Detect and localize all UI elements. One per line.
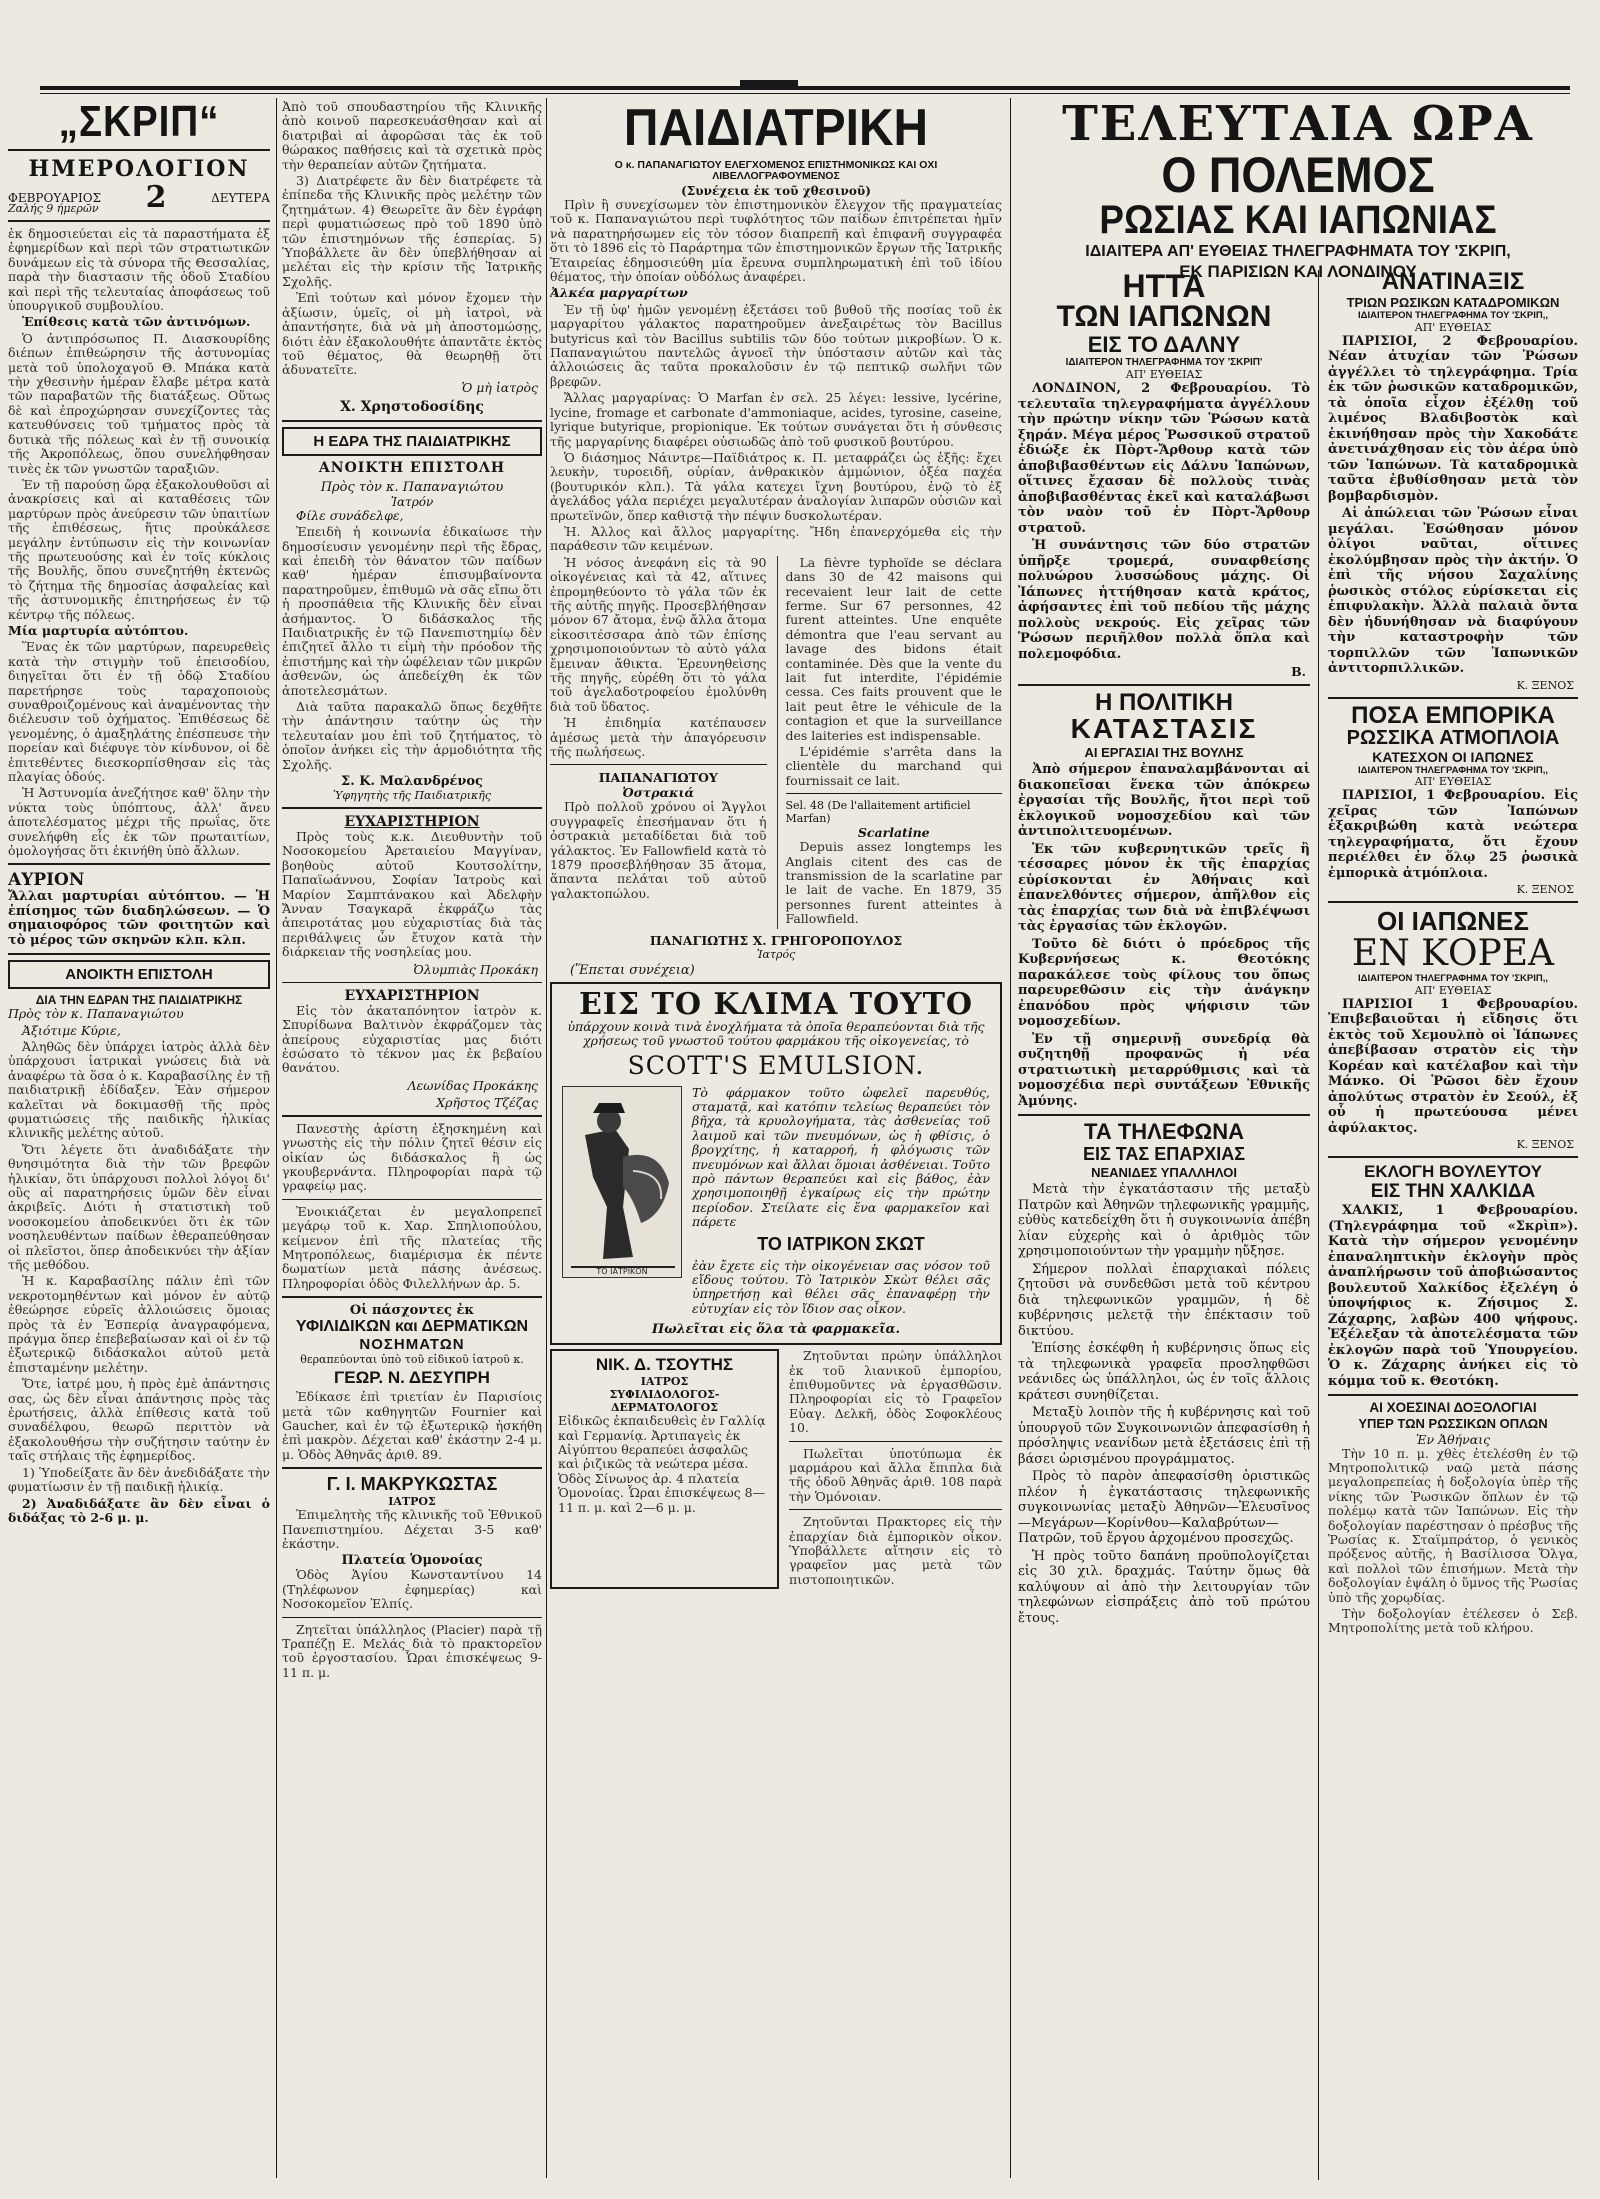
column-divider: [546, 98, 547, 2178]
war-dispatch-line-2: ΕΚ ΠΑΡΙΣΙΩΝ ΚΑΙ ΛΟΝΔΙΝΟΥ: [1179, 262, 1417, 281]
article-title: ΥΠΕΡ ΤΩΝ ΡΩΣΣΙΚΩΝ ΟΠΛΩΝ: [1358, 1415, 1548, 1431]
article-subtitle: Ἐν Ἀθήναις: [1415, 1431, 1491, 1447]
dispatch-label: ΙΔΙΑΙΤΕΡΟΝ ΤΗΛΕΓΡΑΦΗΜΑ ΤΟΥ 'ΣΚΡΙΠ,,: [1358, 764, 1548, 776]
masthead: [8, 100, 270, 222]
text-paragraph: Τὴν 10 π. μ. χθὲς ἐτελέσθη ἐν τῷ Μητροπολιτικῷ ναῷ μετὰ πάσης μεγαλοπρεπείας ἡ δοξολογία ὑπὲρ τῆς νίκης τῶν Ῥωσικῶν ὅπλων ἐν τῷ πολέμῳ κατὰ τῶν Ἰαπώνων. Εἰς τὴν δοξολογίαν παρέστησαν ὁ πρέσβυς τῆς Ῥωσίας κ. Σταϊμπράτορ, ὁ γενικὸς πρόξενος αὐτῆς, ἡ Βασίλισσα Ὄλγα, καὶ πολλοὶ τῶν ἐπισήμων. Μετὰ τὴν δοξολογίαν ἐψάλη ὁ ὕμνος τῆς Ῥωσίας ὑπὸ τῆς χορῳδίας.: [1328, 1445, 1578, 1605]
ad-doctor-name: ΝΙΚ. Δ. ΤΣΟΥΤΗΣ: [595, 1355, 734, 1375]
ad-by: θεραπεύονται ὑπὸ τοῦ εἰδικοῦ ἰατροῦ κ.: [300, 1353, 524, 1367]
text-paragraph: 2) Ἀναδιδάξατε ἂν δὲν εἶναι ὁ διδάξας τὸ 2-6 μ. μ.: [8, 1495, 270, 1525]
article-title: ΕΙΣ ΤΑΣ ΕΠΑΡΧΙΑΣ: [1082, 1144, 1246, 1164]
article-title: ΡΩΣΣΙΚΑ ΑΤΜΟΠΛΟΙΑ: [1346, 726, 1560, 749]
divider: [1328, 697, 1578, 699]
aurion-text: Ἄλλαι μαρτυρίαι αὐτόπτου. — Ἡ ἐπίσημος τῶν διαδηλώσεων. — Ὁ σημαιοφόρος τῶν φοιτητῶν καὶ τὸ μέρος τῶν σκηνῶν κλπ. κλπ.: [8, 889, 270, 948]
text-paragraph: Ἐδίκασε ἐπὶ τριετίαν ἐν Παρισίοις μετὰ τῶν καθηγητῶν Fournier καὶ Gaucher, καὶ ἐν τῷ ἐξωτερικῷ ἠσκήθη ἐπὶ μακρὸν. Δέχεται καθ' ἑκάστην 2-4 μ. μ. Ὁδὸς Ἀθηνᾶς ἀριθ. 89.: [282, 1389, 542, 1462]
masthead-weekday: ΔΕΥΤΕΡΑ: [211, 191, 270, 205]
ad-doctor-name: ΓΕΩΡ. Ν. ΔΕΣΥΠΡΗ: [334, 1368, 490, 1388]
divider: [1328, 1394, 1578, 1396]
text-paragraph: ΠΑΡΙΣΙΟΙ, 1 Φεβρουαρίου. Εἰς χεῖρας τῶν Ἰαπώνων ἐξακριβώθη κατὰ νεώτερα τηλεγραφήματα, ὅτι ἔχουν περιέλθει ἐν ὅλῳ 25 ῥωσικὰ ἐμπορικὰ ἀτμόπλοια.: [1328, 788, 1578, 881]
ad-doctor-spec: ΣΥΦΙΛΙΔΟΛΟΓΟΣ-ΔΕΡΜΑΤΟΛΟΓΟΣ: [609, 1388, 720, 1415]
classified-ad: Πανεστὴς ἀρίστη ἐξησκημένη καὶ γνωστὴς εἰς τὴν πόλιν ζητεῖ θέσιν εἰς οἰκίαν ὡς διδάσκαλος ἢ ὡς γκουβερνάντα. Πληροφορίαι παρὰ τῷ γραφείῳ μας.: [282, 1120, 542, 1194]
classified-ads: [789, 1349, 1002, 1589]
text-paragraph: ΧΑΛΚΙΣ, 1 Φεβρουαρίου. (Τηλεγράφημα τοῦ «Σκρὶπ»). Κατὰ τὴν σήμερον γενομένην ἐπαναληπτικὴν ἐκλογὴν πρὸς ἀναπλήρωσιν τοῦ ἀποβιώσαντος βουλευτοῦ Χαλκίδος ἐξελέγη ὁ ὑποψήφιος κ. Ζήσιμος Σ. Ζάχαρης, λαβὼν 400 ψήφους. Ἐξέλεξαν τὰ ἀποτελέσματα τῶν ἐκλογῶν παρὰ τοῦ Ὑπουργείου. Ὁ κ. Ζάχαρης ἀνήκει εἰς τὸ κόμμα τοῦ κ. Θεοτόκη.: [1328, 1203, 1578, 1389]
classified-ad: Ἐνοικιάζεται ἐν μεγαλοπρεπεῖ μεγάρῳ τοῦ κ. Χαρ. Σπηλιοπούλου, κείμενον ἐπὶ τῆς πλατείας τῆς Μητροπόλεως, διαμέρισμα ἐκ πέντε δωματίων μετὰ πάσης ἀνέσεως. Πληροφορίαι ὁδὸς Φιλελλήνων ἀρ. 5.: [282, 1203, 542, 1291]
column-4a: [1018, 270, 1310, 2169]
classified-ad: Πωλεῖται ὑποτύπωμα ἐκ μαρμάρου καὶ ἄλλα ἔπιπλα διὰ τῆς ὁδοῦ Ἀθηνᾶς ἀριθ. 108 παρὰ τὴν Ὁμόνοιαν.: [789, 1445, 1002, 1504]
text-paragraph: Ἀπὸ τοῦ σπουδαστηρίου τῆς Κλινικῆς ἀπὸ κοινοῦ παρεσκευάσθησαν καὶ αἱ διατριβαὶ αἱ ἀφορῶσαι τὰς ἐκ τοῦ θώρακος παθήσεις καὶ τὰ σχετικὰ πρὸς τὴν θεραπείαν αὐτῶν ζητήματα.: [282, 100, 542, 172]
dispatch-signature: Β.: [1291, 664, 1306, 679]
article-title: ΤΡΙΩΝ ΡΩΣΙΚΩΝ ΚΑΤΑΔΡΟΜΙΚΩΝ: [1346, 295, 1560, 310]
article-subtitle: ΚΑΤΕΣΧΟΝ ΟΙ ΙΑΠΩΝΕΣ: [1372, 748, 1534, 765]
letter-heading-box: [8, 960, 270, 989]
text-paragraph: ἐκ δημοσιεύεται εἰς τὰ παραστήματα ἐξ ἐφημερίδων καὶ περὶ τῶν στρατιωτικῶν δυνάμεων εἰς τὰ σύνορα τῆς Θεσσαλίας, παρὰ τὴν διαστασιν τῆς ὁδοῦ Σταδίου καὶ περὶ τῆς τελευταίας ἀποφάσεως τοῦ ὑπουργικοῦ συμβουλίου.: [8, 226, 270, 314]
article-title: ΟΙ ΙΑΠΩΝΕΣ: [1376, 906, 1529, 936]
text-paragraph: Ἠ. Ἀλλος καὶ ἄλλος μαργαρίτης. Ἤδη ἐπανερχόμεθα εἰς τὴν παράθεσιν τῶν κειμένων.: [550, 523, 1002, 554]
ad-intro: Οἱ πάσχοντες ἐκ: [349, 1303, 475, 1319]
masthead-month: ΦΕΒΡΟΥΑΡΙΟΣ: [8, 191, 102, 205]
text-paragraph: Ἡ πρὸς τοῦτο δαπάνη προϋπολογίζεται εἰς 30 χιλ. δραχμάς. Ταύτην ὅμως θὰ καλύψουν αἱ ἀπὸ τὴν λειτουργίαν τῶν τηλεφώνων εἰσπράξεις ἀπὸ τοῦ πρώτου ἔτους.: [1018, 1548, 1310, 1626]
dispatch-label: ΙΔΙΑΙΤΕΡΟΝ ΤΗΛΕΓΡΑΦΗΜΑ ΤΟΥ 'ΣΚΡΙΠ,,: [1358, 973, 1548, 984]
letter-greeting: Ἀξιότιμε Κύριε,: [22, 1022, 121, 1038]
text-paragraph: Μεταξὺ λοιπὸν τῆς ἡ κυβέρνησις καὶ τοῦ ὑπουργοῦ τῶν Συγκοινωνιῶν ἀπεφασίσθη ἡ πρόσληψις νεανίδων μετὰ ἐξετάσεις ἐπὶ τῇ βάσει ὡρισμένου προγράμματος.: [1018, 1405, 1310, 1467]
column-3: [550, 100, 1002, 2169]
top-rule-mark: [740, 80, 798, 88]
illustration-caption: ΤΟ ΙΑΤΡΙΚΟΝ: [596, 1266, 648, 1276]
column-4b: [1328, 270, 1578, 2169]
section-subhead: ΠΑΠΑΝΑΓΙΩΤΟΥ: [598, 770, 718, 786]
article-title: ΑΙ ΧΟΕΣΙΝΑΙ ΔΟΞΟΛΟΓΙΑΙ: [1369, 1400, 1537, 1415]
letter-recipient: Πρὸς τὸν κ. Παπαναγιώτου: [8, 1006, 184, 1022]
text-paragraph: Ἐπίσης ἐσκέφθη ἡ κυβέρνησις ὅπως εἰς τὰ τηλεφωνικὰ γραφεῖα προσληφθῶσι νεάνιδες ὡς ὑπάλληλοι, ὡς ἐν τοῖς ἄλλοις κράτεσι συνηθίζεται.: [1018, 1341, 1310, 1403]
text-paragraph: Ἐν τῇ παρούσῃ ὥρᾳ ἐξακολουθοῦσι αἱ ἀνακρίσεις καὶ αἱ καταθέσεις τῶν μαρτύρων πρὸς ἀνεύρεσιν τῶν ὑπαιτίων τῆς ἐπιθέσεως, ἥτις προὐκάλεσε μεγάλην ἐντύπωσιν εἰς τὴν κοινωνίαν τῆς πρωτευούσης καὶ ἐν τοῖς κύκλοις τῆς Βουλῆς, ὅπου συνεζητήθη ἐκτενῶς τὸ ζήτημα τῆς δημοσίας ἀσφαλείας καὶ τῆς ἀστυνομικῆς ἐπιτηρήσεως ἐν τῷ κέντρῳ τῆς πόλεως.: [8, 476, 270, 622]
masthead-rule: [8, 220, 270, 222]
divider: [1018, 1114, 1310, 1116]
dispatch-label: ΑΠ' ΕΥΘΕΙΑΣ: [1125, 368, 1203, 381]
signature-name: Σ. Κ. Μαλανδρένος: [341, 774, 483, 790]
text-paragraph: Ἡ ἐπιδημία κατέπαυσεν ἀμέσως μετὰ τὴν ἀπαγόρευσιν τῆς πωλήσεως.: [550, 715, 767, 760]
dispatch-label: ΙΔΙΑΙΤΕΡΟΝ ΤΗΛΕΓΡΑΦΗΜΑ ΤΟΥ 'ΣΚΡΙΠ,,: [1358, 310, 1548, 321]
divider: [1018, 684, 1310, 686]
text-paragraph: Ἡ κ. Καραβασίλης πάλιν ἐπὶ τῶν νεκροτομηθέντων καὶ μόνον ἐν αὐτῷ ἐθεώρησε εὐρεῖς ἀλλοιώσεις ὅμοιας πρὸς τὰ ἐν Ἑσπερίᾳ ἀναγραφόμενα, πράγμα ὅπερ ἐπεβεβαίωσαν καὶ οἱ ἐν τῷ ἐξωτερικῷ διδάσκαλοι αὐτοῦ μετὰ ἐπισταμένην μελέτην.: [8, 1273, 270, 1375]
dispatch-label: ΙΔΙΑΙΤΕΡΟΝ ΤΗΛΕΓΡΑΦΗΜΑ ΤΟΥ 'ΣΚΡΙΠ': [1065, 357, 1263, 368]
masthead-title: „ΣΚΡΙΠ“: [58, 100, 220, 146]
divider: [282, 1296, 542, 1298]
article-title: ΕΚΛΟΓΗ ΒΟΥΛΕΥΤΟΥ: [1364, 1162, 1542, 1181]
dispatch-label: ΑΠ' ΕΥΘΕΙΑΣ: [1414, 775, 1492, 788]
text-paragraph: 3) Διατρέφετε ἂν δὲν διατρέφετε τὰ ἐπίπεδα τῆς Κλινικῆς πρὸς μελέτην τῶν ζητημάτων. 4) Θεωρεῖτε ἂν δὲν ἐγράφη περὶ φυματιώσεως πρὸ τοῦ 1890 ὑπὸ τῶν ἐπιστημόνων τῆς ἑσπερίας. 5) Ὑποβάλλετε ἂν δὲν ὑπεβλήθησαν αἱ μελέται εἰς τὴν κρίσιν τῆς Ἰατρικῆς Σχολῆς.: [282, 173, 542, 289]
section-subhead: Ἀλκέα μαργαρίτων: [550, 285, 688, 301]
ad-address: Πλατεία Ὁμονοίας: [341, 1553, 483, 1569]
ad-doctor-role: ΙΑΤΡΟΣ: [640, 1375, 689, 1389]
text-paragraph: Ἀπὸ σήμερον ἐπαναλαμβάνονται αἱ διακοπεῖσαι ἕνεκα τῶν ἀπόκρεω ἐργασίαι τῆς Βουλῆς, ἤτοι περὶ τοῦ ἐκλογικοῦ νομοσχεδίου καὶ τῶν ἀντιπολιτευομένων.: [1018, 762, 1310, 839]
dispatch-label: ΑΠ' ΕΥΘΕΙΑΣ: [1414, 320, 1492, 334]
war-subheading: ΡΩΣΙΑΣ ΚΑΙ ΙΑΠΩΝΙΑΣ: [1099, 198, 1497, 242]
ad-text: ἐὰν ἔχετε εἰς τὴν οἰκογένειαν σας νόσον τοῦ εἴδους τούτου. Τὸ Ἰατρικὸν Σκὼτ θέλει σᾶς ὑπηρετήσῃ καὶ θέλει σᾶς ἐπαναφέρῃ τὴν εὐτυχίαν εἰς τὸν ἴδιον σας οἶκον.: [692, 1257, 990, 1316]
thanks-heading: ΕΥΧΑΡΙΣΤΗΡΙΟΝ: [344, 987, 480, 1004]
tsoutis-ad: [550, 1349, 779, 1589]
text-paragraph: ΠΑΡΙΣΙΟΙ 1 Φεβρουαρίου. Ἐπιβεβαιοῦται ἡ εἴδησις ὅτι ἐκτὸς τοῦ Χεμουλπὸ οἱ Ἰάπωνες ἀπεβίβασαν στρατὸν εἰς τὴν Κορέαν καὶ κατέλαβον καὶ τὴν Μάνκο. Οἱ Ῥῶσοι δὲν ἔχουν ἀπολύτως στρατὸν ἐν Σεούλ, ἐξ οὗ ἡ πρωτεύουσα μένει ἀφύλακτος.: [1328, 996, 1578, 1136]
article-title: ΑΝΑΤΙΝΑΞΙΣ: [1381, 270, 1525, 295]
section-subhead: Μία μαρτυρία αὐτόπτου.: [8, 622, 189, 638]
divider: [786, 793, 1003, 794]
masthead-day: 2: [145, 180, 167, 215]
ad-text: ὑπάρχουν κοινὰ τινὰ ἐνοχλήματα τὰ ὁποῖα θεραπεύονται διὰ τῆς χρήσεως τοῦ γνωστοῦ τούτου φαρμάκου τῆς οἰκογενείας, τὸ: [567, 1018, 985, 1049]
signature-name: Χ. Χρηστοδοσίδης: [340, 398, 484, 415]
fisherman-icon: [562, 1086, 682, 1278]
text-paragraph: Ἐκ τῶν κυβερνητικῶν τρεῖς ἢ τέσσαρες μόνον ἐκ τῆς ἐπαρχίας εὑρίσκονται ἐν Ἀθήναις καὶ ἐπανελθόντες σήμερον, ἀπῆλθον εἰς τὰς ἐπαρχίας των διὰ νὰ ἐπιβλέψωσι τὰς ἐργασίας τῶν ἐκλογῶν.: [1018, 841, 1310, 934]
war-heading: Ο ΠΟΛΕΜΟΣ: [1161, 147, 1435, 203]
dispatch-signature: Κ. ΞΕΝΟΣ: [1516, 883, 1574, 896]
banner-heading: ΤΕΛΕΥΤΑΙΑ ΩΡΑ: [1062, 100, 1534, 152]
article-title: ΤΩΝ ΙΑΠΩΝΩΝ: [1056, 300, 1272, 333]
divider: [282, 1617, 542, 1618]
ad-footer: Πωλεῖται εἰς ὅλα τὰ φαρμακεῖα.: [651, 1322, 901, 1338]
fisherman-illustration: [562, 1086, 682, 1319]
article-subtitle: ΝΕΑΝΙΔΕΣ ΥΠΑΛΛΗΛΟΙ: [1091, 1165, 1237, 1180]
article-title: Η ΠΟΛΙΤΙΚΗ: [1094, 689, 1234, 716]
masthead-subtitle: ΗΜΕΡΟΛΟΓΙΟΝ: [28, 156, 250, 182]
top-rule: [40, 86, 1570, 90]
top-rule-thin: [40, 93, 1570, 94]
article-title: ΚΑΤΑΣΤΑΣΙΣ: [1070, 713, 1258, 744]
french-column: [777, 556, 1003, 929]
text-paragraph: Ἐπιμελητὴς τῆς κλινικῆς τοῦ Ἐθνικοῦ Πανεπιστημίου. Δέχεται 3-5 καθ' ἑκάστην.: [282, 1507, 542, 1552]
column-4: [1018, 100, 1578, 2169]
section-subhead: Ἐπίθεσις κατὰ τῶν ἀντινόμων.: [22, 314, 251, 330]
edra-heading-box: [282, 427, 542, 456]
edra-heading: Η ΕΔΡΑ ΤΗΣ ΠΑΙΔΙΑΤΡΙΚΗΣ: [313, 432, 511, 450]
divider: [282, 1467, 542, 1469]
masthead-rule: [8, 149, 270, 151]
reference-note: Sel. 48 (De l'allaitement artificiel Marfan): [785, 799, 971, 826]
column-divider: [1010, 98, 1011, 2178]
section-subhead: Ὀστρακιά: [622, 785, 695, 801]
divider: [282, 1115, 542, 1117]
continued-note: (Ἕπεται συνέχεια): [570, 962, 695, 978]
divider: [282, 1199, 542, 1200]
divider: [282, 982, 542, 983]
text-paragraph: Ἐπὶ τούτων καὶ μόνον ἔχομεν τὴν ἀξίωσιν, ὑμεῖς, οἱ μὴ ἰατροὶ, νὰ ἀπαντήσητε, διὰ νὰ μὴ ἀποστομώσῃς, διότι ἐὰν ἐξακολουθήτε ἀπαντᾶτε ἐκτὸς τοῦ θέματος, θὰ θεωρηθῇ ὅτι ἀδυνατεῖτε.: [282, 290, 542, 378]
divider: [282, 420, 542, 422]
divider: [282, 807, 542, 809]
column-divider: [276, 98, 277, 2178]
author-name: ΠΑΝΑΓΙΩΤΗΣ Χ. ΓΡΗΓΟΡΟΠΟΥΛΟΣ: [649, 932, 903, 948]
ad-subtitle: ΝΟΣΗΜΑΤΩΝ: [359, 1336, 465, 1354]
text-paragraph: Ἡ νόσος ἀνεφάνη εἰς τὰ 90 οἰκογένειας καὶ τὰ 42, αἵτινες ἐπρομηθεύοντο τὸ γάλα τῶν ἐκ τῆς αὐτῆς πηγῆς. Προσεβλήθησαν μόνον 67 ἄτομα, ἐνῷ ἄλλα ἄτομα εἰκοσιτέσσαρα ἀπὸ τῶν ἐπίσης χρησιμοποιούντων τὸ αὐτὸ γάλα ἔμειναν ἄθικτα. Ἐρευνηθεὶσης τῆς πηγῆς, εὑρέθη ὅτι τὸ γάλα τοῦ ἀγελαδοτροφείου ἐμολύνθη διὰ τοῦ ὕδατος.: [550, 554, 767, 714]
continuation-note: (Συνέχεια ἐκ τοῦ χθεσινοῦ): [681, 184, 871, 198]
divider: [789, 1509, 1002, 1510]
text-paragraph: Αἱ ἀπώλειαι τῶν Ῥώσων εἶναι μεγάλαι. Ἐσώθησαν μόνον ὀλίγοι ναῦται, οἵτινες ἐκολύμβησαν πρὸς τὴν ἀκτήν. Ὁ ἐπὶ τῆς νήσου Σαχαλίνης ῥωσικὸς στόλος εὑρίσκεται εἰς ἐπιφυλακὴν. Ἀλλὰ παλαιὰ ὄντα δὲν ἠδυνήθησαν νὰ διαφύγουν τὴν καταστροφὴν τῶν τορπιλλῶν τῶν Ἰαπωνικῶν ἀντιτορπιλλικῶν.: [1328, 506, 1578, 676]
scotts-emulsion-ad: [550, 982, 1002, 1346]
signature-name: Ὀλυμπιὰς Προκάκη: [413, 961, 538, 977]
text-paragraph: Εἰς τὸν ἀκαταπόνητον ἰατρὸν κ. Σπυρίδωνα Βαλτινὸν ἐκφράζομεν τὰς ἀπείρους εὐχαριστίας μας διότι ἐσώσατο τὸ τέκνον μας ἐκ βεβαίου θανάτου.: [282, 1002, 542, 1076]
article-subtitle: Ο κ. ΠΑΠΑΝΑΓΙΩΤΟΥ ΕΛΕΓΧΟΜΕΝΟΣ ΕΠΙΣΤΗΜΟΝΙΚΩΣ ΚΑΙ ΟΧΙ ΛΙΒΕΛΛΟΓΡΑΦΟΥΜΕΝΟΣ: [614, 159, 938, 182]
text-paragraph: ΛΟΝΔΙΝΟΝ, 2 Φεβρουαρίου. Τὸ τελευταῖα τηλεγραφήματα ἀγγέλλουν τὴν πρώτην νίκην τῶν Ῥώσων κατὰ ξηράν. Μέγα μέρος Ῥωσσικοῦ στρατοῦ ἐδιώξε ἐκ Πὸρτ-Ἄρθουρ κατὰ τῶν ἀποβιβασθέντων εἰς Δάλνυ Ἰαπώνων, οἵτινες ἔχασαν δὲ πολλοὺς τινὰς ἀποβιβασθέντας ἐκεῖ καὶ καταλάβωσι τὸν ναὸν τοῦ ἐν Πὸρτ-Ἄρθουρ στρατοῦ.: [1018, 381, 1310, 536]
text-paragraph: Ἐν τῇ σημερινῇ συνεδρίᾳ θὰ συζητηθῇ προφανῶς ἡ νέα στρατιωτικὴ μεταρρύθμισις καὶ τὰ νομοσχέδια περὶ συντάξεων Ἐθνικῆς Ἀμύνης.: [1018, 1031, 1310, 1109]
text-paragraph: Μετὰ τὴν ἐγκατάστασιν τῆς μεταξὺ Πατρῶν καὶ Ἀθηνῶν τηλεφωνικῆς γραμμῆς, εὐθὺς κατεδείχθη ὅτι ἡ συγκοινωνία ἀπέβη λίαν εὐχερὴς καὶ ὁ ἀριθμὸς τῶν χρησιμοποιούντων τὴν γραμμὴν ηὔξησε.: [1018, 1182, 1310, 1259]
column-1: [8, 100, 270, 2169]
text-paragraph: Ἐν τῇ ὑφ' ἡμῶν γενομένῃ ἐξετάσει τοῦ βυθοῦ τῆς ποσίας τοῦ ἐκ μαργαρίτου γάλακτος παρατηροῦμεν ἀνεξαιρέτως τὸν Bacillus butyricus καὶ τὸν Bacillus subtilis τῶν δύο τούτων μικροβίων. Ὁ κ. Παπαναγιώτου παντελῶς ἀγνοεῖ τὴν ὑπόστασιν αὐτῶν καὶ τὰς ἀλλοιώσεις ἃς ταῦτα προκαλοῦσιν ἐν τῷ πεπτικῷ σωλῆνι τῶν βρεφῶν.: [550, 301, 1002, 389]
edra-greeting: Φίλε συνάδελφε,: [296, 507, 404, 523]
column-2: [282, 100, 542, 2169]
signature-role: Ὑφηγητὴς τῆς Παιδιατρικῆς: [332, 789, 491, 803]
classified-ad: Ζητεῖται ὑπάλληλος (Placier) παρὰ τῇ Τραπέζῃ Ε. Μελάς διὰ τὸ πρακτορεῖον τοῦ ἐργοστασίου. Ὧραι ἐπισκέψεως 9-11 π. μ.: [282, 1621, 542, 1680]
text-paragraph: Ἡ Ἀστυνομία ἀνεζήτησε καθ' ὅλην τὴν νύκτα τοὺς ὑπόπτους, ἀλλ' ἄνευ ἀποτελέσματος μέχρι τῆς πρωΐας, ὅτε συνελήφθη εἷς ἐκ τῶν πρωταιτίων, ὁμολογήσας ὅτι ἐκινήθη ὑπὸ ἄλλων.: [8, 785, 270, 859]
divider: [550, 764, 767, 765]
ad-heading-2: ΤΟ ΙΑΤΡΙΚΟΝ ΣΚΩΤ: [757, 1233, 925, 1254]
war-dispatch-line: ΙΔΙΑΙΤΕΡΑ ΑΠ' ΕΥΘΕΙΑΣ ΤΗΛΕΓΡΑΦΗΜΑΤΑ ΤΟΥ 'ΣΚΡΙΠ,: [1085, 243, 1511, 260]
ad-title: ΥΦΙΛΙΔΙΚΩΝ και ΔΕΡΜΑΤΙΚΩΝ: [295, 1318, 529, 1336]
ad-text: Τὸ φάρμακον τοῦτο ὠφελεῖ παρευθύς, σταματᾷ, καὶ κατόπιν τελείως θεραπεύει τὸν βῆχα, τὰ κρυολογήματα, τὰς ἀσθενείας τοῦ λαιμοῦ καὶ τῶν πνευμόνων, ὡς ἡ φθίσις, ὁ βρογχίτης, ἡ καταρροή, ἡ φλόγωσις τῶν πνευμόνων καὶ ἄλλαι ὅμοιαι ἀσθένειαι. Τοῦτο πρὸ πάντων θεραπεύει καὶ εἰς βάθος, ἐὰν χρησιμοποιηθῇ ἐγκαίρως εἰς τὴν πρώτην περίοδον. Στείλατε εἰς ἕνα φαρμακεῖον καὶ πάρετε: [692, 1084, 990, 1230]
ad-doctor-name: Γ. Ι. ΜΑΚΡΥΚΩΣΤΑΣ: [326, 1474, 498, 1495]
text-paragraph: Depuis assez longtemps les Anglais citent des cas de transmission de la scarlatine par le lait de vache. En 1879, 35 personnes furent atteintes à Fallowfield.: [785, 839, 1002, 927]
thanks-heading: ΕΥΧΑΡΙΣΤΗΡΙΟΝ: [344, 814, 480, 831]
text-paragraph: Ὁδὸς Ἁγίου Κωνσταντίνου 14 (Τηλέφωνον ἐφημερίας) καὶ Νοσοκομεῖον Ἐλπίς.: [282, 1567, 542, 1612]
text-paragraph: Τὴν δοξολογίαν ἐτέλεσεν ὁ Σεβ. Μητροπολίτης μετὰ τοῦ κλήρου.: [1328, 1605, 1578, 1636]
text-paragraph: Ἀληθῶς δὲν ὑπάρχει ἰατρὸς ἀλλὰ δὲν ὑπάρχουσι ἰατρικαὶ γνώσεις διὰ νὰ ἀναφέρω τὰ ὅσα ὁ κ. Καραβασίλης ἐν τῇ παιδιατρικῇ ἐδίδαξεν. Ἐὰν σήμερον καλεῖται νὰ δοκιμασθῇ τῆς πρὸς φυματιώσεις τῆς παιδικῆς ἡλικίας κλινικῆς μελέτης αὐτοῦ.: [8, 1038, 270, 1141]
text-paragraph: Ὅτι λέγετε ὅτι ἀναδιδάξατε τὴν θνησιμότητα διὰ τὴν τῶν βρεφῶν ἡλικίαν, ὅτι ὑπάρχουσι πολλοὶ λόγοι δι' οὓς αἱ παρατηρήσεις ὑμῶν δὲν εἶναι ἀκριβεῖς. Διότι ἡ στατιστικὴ τοῦ νοσοκομείου ἀποδεικνύει ὅτι ἐκ τῶν νοσηλευθέντων παίδων ἐθεραπεύθησαν οἱ πλεῖστοι, ὅπερ ἀποδεικνύει τὴν ἀξίαν τῆς μεθόδου.: [8, 1141, 270, 1272]
text-paragraph: L'épidémie s'arrêta dans la clientèle du marchand qui fournissait ce lait.: [785, 744, 1002, 788]
ad-brand: SCOTT'S EMULSION.: [627, 1050, 925, 1080]
classified-ad: Ζητοῦνται πρώην ὑπάλληλοι ἐκ τοῦ λιανικοῦ ἐμπορίου, ἐπιθυμοῦντες νὰ ἐργασθῶσιν. Πληροφορίαι εἰς τὸ Γραφεῖον Εὐαγ. Δελκῆ, ὁδὸς Σοφοκλέους 10.: [789, 1348, 1002, 1436]
text-paragraph: Πρὸς τοὺς κ.κ. Διευθυντὴν τοῦ Νοσοκομείου Ἀρεταιείου Μαγγίναν, βοηθοὺς αὐτοῦ Κουτσολίτην, Παπαϊωάννου, Σοφίαν Ἰατροὺς καὶ Μαρίον Σαμπτάνακου καὶ Ἀδελφὴν Ἄνναν Τσαγκαρᾶ ἐκφράζω τὰς ἀπειροτάτας μου εὐχαριστίας διὰ τὰς περιθάλψεις ὧν ἔτυχον κατὰ τὴν διάρκειαν τῆς νοσηλείας μου.: [282, 829, 542, 960]
text-paragraph: Ἐπειδὴ ἡ κοινωνία ἐδικαίωσε τὴν δημοσίευσιν γενομένην περὶ τῆς ἔδρας, καὶ ἐπειδὴ τὸν θάνατον τῶν παίδων καθ' ἡμέραν ἐπισυμβαίνοντα παρατηροῦμεν, ἐπιθυμῶ νὰ σᾶς εἴπω ὅτι ἡ προσπάθεια τῆς Κλινικῆς δὲν εἶναι ἀσήμαντος. Ὁ διδάσκαλος τῆς Παιδιατρικῆς ἐν τῷ Πανεπιστημίῳ δὲν ἐπιζητεῖ ἄλλο τι εἰμὴ τὴν πρόοδον τῆς ἐπιστήμης καὶ τὴν ὠφέλειαν τῶν μικρῶν ἀσθενῶν, ὡς ἀπεδείχθη ἐκ τῶν ἀποτελεσμάτων.: [282, 524, 542, 698]
article-title: ΤΑ ΤΗΛΕΦΩΝΑ: [1084, 1119, 1244, 1144]
text-paragraph: Ἕνας ἐκ τῶν μαρτύρων, παρευρεθεὶς κατὰ τὴν στιγμὴν τοῦ ἐπεισοδίου, διηγεῖται ὅτι ἐν τῇ ὁδῷ Σταδίου παρετήρησε τοὺς ταραχοποιοὺς συναθροιζομένους καὶ ἀναμένοντας τὴν διέλευσιν τοῦ ὀχήματος. Ἐπιθέσεως δὲ γενομένης, ὁ ἀμαξηλάτης ἐπέσπευσε τὴν πορείαν καὶ διέφυγε τὸν κίνδυνον, οἱ δὲ ἐπιτεθέντες διεσκορπίσθησαν εἰς τὰς πλαγίας ὁδούς.: [8, 639, 270, 785]
text-paragraph: Ἄλλας μαργαρίνας: Ὁ Marfan ἐν σελ. 25 λέγει: lessive, lycérine, lycine, fromage et carbonate d'ammoniaque, acides, tyrosine, caseine, lyrique butyrique, propionique. Ἐκ τούτων συνάγεται ὅτι ἡ σύνθεσις τῆς μαργαρίνης διαφέρει οὐσιωδῶς ἀπὸ τοῦ φυσικοῦ βουτύρου.: [550, 390, 1002, 449]
dispatch-label: ΑΠ' ΕΥΘΕΙΑΣ: [1414, 983, 1492, 997]
edra-recipient-role: Ἰατρόν: [390, 494, 434, 509]
divider: [789, 1441, 1002, 1442]
text-paragraph: 1) Ὑποδείξατε ἂν δὲν ἀνεδιδάξατε τὴν φυματίωσιν ἐν τῇ παιδικῇ ἡλικίᾳ.: [8, 1464, 270, 1495]
masthead-days-note: Ζαλής 9 ήμερῶν: [8, 202, 99, 215]
author-role: Ἰατρός: [756, 947, 796, 961]
greek-column: [550, 556, 767, 929]
divider: [8, 953, 270, 955]
article-subtitle: ΑΙ ΕΡΓΑΣΙΑΙ ΤΗΣ ΒΟΥΛΗΣ: [1084, 745, 1244, 760]
article-title: ΕΙΣ ΤΟ ΔΑΛΝΥ: [1087, 332, 1241, 357]
text-paragraph: Διὰ ταῦτα παρακαλῶ ὅπως δεχθῆτε τὴν ἀπάντησιν ταύτην ὡς τὴν τελευταίαν μου ἐπὶ τοῦ ζητήματος, τὸ ὁποῖον ἀνήκει εἰς τὴν ἁρμοδιότητα τῆς Σχολῆς.: [282, 699, 542, 772]
text-paragraph: Τοῦτο δὲ διότι ὁ πρόεδρος τῆς Κυβερνήσεως κ. Θεοτόκης παρακάλεσε τοὺς φίλους του ὅπως παρευρεθῶσιν εἰς τὴν ἀνάγκην ἐπανόδου πρὸς ψήφισιν τῶν νομοσχεδίων.: [1018, 936, 1310, 1029]
signature-name: Λεωνίδας Προκάκης: [407, 1077, 538, 1093]
text-paragraph: Πρὸς τὸ παρὸν ἀπεφασίσθη ὁριστικῶς πλέον ἡ ἐγκατάστασις τηλεφωνικῆς συγκοινωνίας μεταξὺ Ἀθηνῶν—Ἐλευσῖνος—Μεγάρων—Κορίνθου—Καλαβρύτων—Πατρῶν, τοῦ ἔργου ἀρχομένου προσεχῶς.: [1018, 1469, 1310, 1546]
dispatch-signature: Κ. ΞΕΝΟΣ: [1516, 1138, 1574, 1151]
section-subhead: Scarlatine: [857, 825, 930, 841]
letter-subheading: ΔΙΑ ΤΗΝ ΕΔΡΑΝ ΤΗΣ ΠΑΙΔΙΑΤΡΙΚΗΣ: [35, 993, 243, 1008]
text-paragraph: Ὅτε, ἰατρέ μου, ἡ πρὸς ἐμὲ ἀπάντησις σας, ὡς δὲν εἶναι ἀπάντησις πρὸς τὰς ἐρωτήσεις, ἀλλὰ ἐπίθεσις κατὰ τοῦ συναδέλφου, θεωρῶ περιττὸν νὰ ἐξακολουθήσω τὴν συζήτησιν ταύτην ἐν ταῖς στήλαις τῆς ἐφημερίδος.: [8, 1376, 270, 1464]
text-paragraph: Ὁ διάσημος Νάιντρε—Παϊδιάτρος κ. Π. μεταφράζει ὡς ἑξῆς: ἔχει λευκὴν, τυροειδῆ, οὐρίαν, ἀνθρακικὸν ἀμμώνιον, ὀξέα παχέα (βουτυρικόν κλπ.). Τὰ γάλα κατεχει ἴχνη βουτύρου, ἐνῷ τὸ ἐξ ἀγελάδος γάλα περιέχει μεγαλυτέραν ἀναλογίαν λιπαρῶν οὐσιῶν καὶ πρωτεϊνῶν, ὅπερ καθιστᾷ τὴν πέψιν δυσκολωτέραν.: [550, 449, 1002, 523]
text-paragraph: Εἰδικῶς ἐκπαιδευθεὶς ἐν Γαλλίᾳ καὶ Γερμανίᾳ. Ἀρτιπαγεὶς ἐκ Αἰγύπτου θεραπεύει ἀσφαλῶς καὶ ῥιζικῶς τὰ νεώτερα μέσα. Ὁδὸς Σίνωνος ἀρ. 4 πλατεία Ὁμονοίας. Ὧραι ἐπισκέψεως 8—11 π. μ. καὶ 2—6 μ. μ.: [558, 1413, 766, 1515]
text-paragraph: Πρὶν ἢ συνεχίσωμεν τὸν ἐπιστημονικὸν ἔλεγχον τῆς πραγματείας τοῦ κ. Παπαναγιώτου περὶ τυφλότητος τῶν παίδων ἐπιτρέπεται ἡμῖν νὰ παρατηρήσωμεν εἰς τὸν τόσον διαπρεπῆ καὶ ἐπιφανῆ συγγραφέα ὅτι τὸ 1896 εἰς τὸ Παράρτημα τῶν ἐπιστημονικῶν ἔργων τῆς Ἰατρικῆς Ἑταιρείας ἐδημοσιεύθη μία ἔρευνα συμπληρωματικὴ ἐπὶ τοῦ ἰδίου θέματος, τὴν ὁποίαν οὐδόλως ἀναφέρει.: [550, 197, 1002, 285]
signature-name: Χρῆστος Τζέζας: [436, 1094, 538, 1110]
article-title: ΗΤΤΑ: [1122, 270, 1206, 304]
divider: [8, 863, 270, 865]
text-paragraph: Πρὸ πολλοῦ χρόνου οἱ Ἄγγλοι συγγραφεῖς ἐπεσήμαναν ὅτι ἡ ὀστρακιὰ μεταδίδεται διὰ τοῦ γάλακτος. Ἐν Fallowfield κατὰ τὸ 1879 προσεβλήθησαν 35 ἄτομα, ἅπαντα πελάται τοῦ αὐτοῦ γαλακτοπώλου.: [550, 799, 767, 901]
divider: [1328, 901, 1578, 903]
article-title: ΕΙΣ ΤΗΝ ΧΑΛΚΙΔΑ: [1370, 1181, 1536, 1202]
text-paragraph: ΠΑΡΙΣΙΟΙ, 2 Φεβρουαρίου. Νέαν ἀτυχίαν τῶν Ῥώσων ἀγγέλλει τὸ τηλεγράφημα. Τρία ἐκ τῶν ῥωσικῶν καταδρομικῶν, τὰ ὁποῖα εἶχον ἐξέλθῃ τοῦ λιμένος Βλαδιβοστὸκ καὶ ἐκινήθησαν πρὸς τὴν Χακοδάτε ἀνετινάχθησαν εἰς τὸν ἀέρα ὑπὸ τῶν Ἰαπώνων. Τὰ καταδρομικὰ ταῦτα ἐβυθίσθησαν μετὰ τὸν βομβαρδισμὸν.: [1328, 333, 1578, 504]
aurion-heading: ΑΥΡΙΟΝ: [8, 870, 85, 891]
signature-role: Ὁ μὴ ἰατρὸς: [461, 379, 538, 395]
text-paragraph: Σήμερον πολλαὶ ἐπαρχιακαὶ πόλεις ζητοῦσι νὰ συνδεθῶσι μετὰ τοῦ κέντρου διὰ τηλεφωνικῶν γραμμῶν, ἡ δὲ κυβέρνησις μελετᾷ τὴν ἐπέκτασιν τοῦ δικτύου.: [1018, 1261, 1310, 1339]
bottom-ads: [550, 1349, 1002, 1589]
article-title: ΠΟΣΑ ΕΜΠΟΡΙΚΑ: [1351, 701, 1555, 729]
ad-doctor-role: ΙΑΤΡΟΣ: [388, 1495, 436, 1509]
edra-subheading: ΑΝΟΙΚΤΗ ΕΠΙΣΤΟΛΗ: [318, 459, 506, 476]
classified-ad: Ζητοῦνται Πρακτορες εἰς τὴν ἐπαρχίαν διὰ ἐμπορικὸν οἶκον. Ὑποβάλλετε αἴτησιν εἰς τὸ γραφεῖον μας μετὰ τῶν πιστοποιητικῶν.: [789, 1514, 1002, 1587]
edra-recipient: Πρὸς τὸν κ. Παπαναγιώτου: [320, 479, 504, 495]
text-paragraph: La fièvre typhoïde se déclara dans 30 de 42 maisons qui recevaient leur lait de cette ferme. Sur 67 personnes, 42 furent atteintes. Une enquête démontra que l'eau servant au lavage des bidons était contaminée. Dès que la vente du lait fut interdite, l'épidémie cessa. Ces faits prouvent que le lait peut être le véhicule de la contagion et que la surveillance des laiteries est indispensable.: [785, 554, 1002, 743]
letter-heading: ΑΝΟΙΚΤΗ ΕΠΙΣΤΟΛΗ: [65, 966, 213, 984]
text-paragraph: Ἡ συνάντησις τῶν δύο στρατῶν ὑπῆρξε τρομερά, συναφθείσης πολυώρου λυσσώδους μάχης. Οἱ Ἰάπωνες ἡττήθησαν κατὰ κράτος, ἀφήσαντες ἐπὶ τοῦ πεδίου τῆς μάχης πολλοὺς νεκρούς. Εἰς χεῖρας τῶν Ῥώσων περιῆλθον πολλὰ ὅπλα καὶ πολεμοφόδια.: [1018, 538, 1310, 662]
article-title: ΠΑΙΔΙΑΤΡΙΚΗ: [623, 100, 929, 157]
bilingual-columns: [550, 556, 1002, 929]
divider: [1328, 1156, 1578, 1158]
dispatch-signature: Κ. ΞΕΝΟΣ: [1516, 678, 1574, 692]
text-paragraph: Ὁ ἀντιπρόσωπος Π. Διασκουρίδης διέπων ἐπιθεώρησιν τῆς ἀστυνομίας μετὰ τοῦ ὑπολοχαγοῦ Θ. Μπάκα κατὰ τὴν χθεσινὴν ἡμέραν ἔλαβε μέτρα κατὰ τῶν παραβατῶν τῆς διατάξεως. Οὕτως δὲ καὶ ἐπροχώρησαν συνεχίζοντες τὰς κατευθύνσεις τοῦ τμήματος πρὸς τὰ δυτικὰ τῆς πόλεως καὶ ἐν τῇ συνοικίᾳ τῆς Ἀκροπόλεως, ὅπου συνελήφθησαν τινὲς ἐκ τῶν γνωστῶν ταραξιῶν.: [8, 330, 270, 476]
article-title: ΕΝ ΚΟΡΕΑ: [1351, 933, 1555, 974]
ad-heading: ΕΙΣ ΤΟ ΚΛΙΜΑ ΤΟΥΤΟ: [578, 986, 974, 1022]
